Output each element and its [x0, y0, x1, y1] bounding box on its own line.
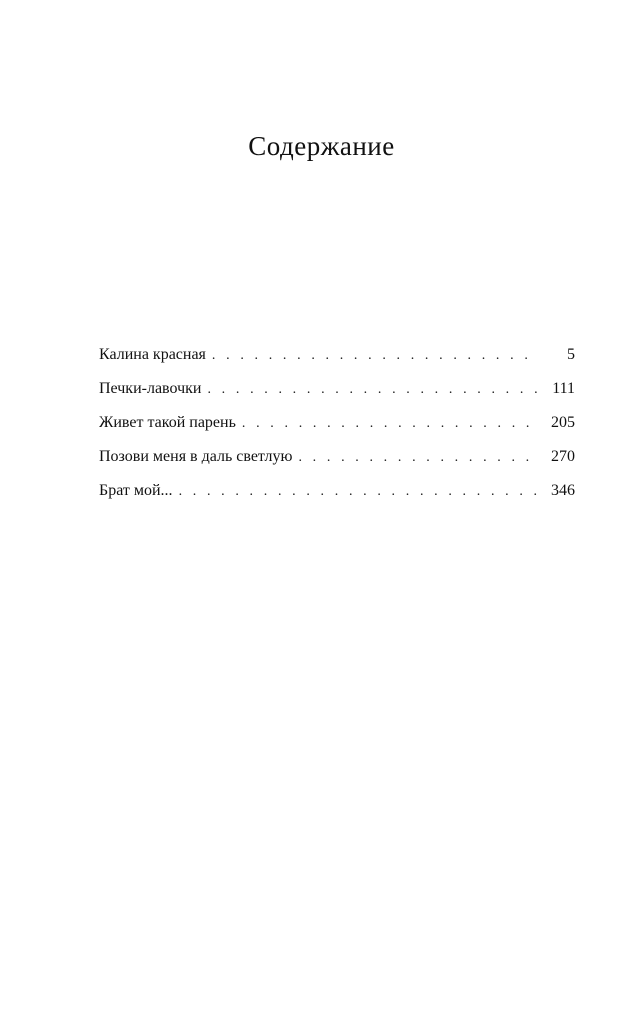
toc-entry-page: 205 — [551, 414, 575, 431]
toc-entry-title: Брат мой... — [99, 482, 173, 499]
toc-entry — [99, 345, 575, 379]
dot-leader — [242, 414, 537, 434]
toc-entry — [99, 447, 575, 481]
toc-entry-page: 111 — [552, 380, 575, 397]
dot-leader — [207, 380, 537, 400]
toc-entry — [99, 413, 575, 447]
toc-entry-page: 270 — [551, 448, 575, 465]
toc-entry — [99, 481, 575, 515]
toc-entry-page: 346 — [551, 482, 575, 499]
toc-entry — [99, 379, 575, 413]
dot-leader — [212, 346, 537, 366]
toc-entry-page: 5 — [567, 346, 575, 363]
toc-entry-title: Калина красная — [99, 346, 206, 363]
page-title: Содержание — [248, 131, 395, 161]
toc-entry-title: Позови меня в даль светлую — [99, 448, 293, 465]
dot-leader — [298, 448, 537, 468]
toc-entry-title: Живет такой парень — [99, 414, 236, 431]
table-of-contents — [99, 345, 575, 515]
dot-leader — [179, 482, 537, 502]
toc-entry-title: Печки-лавочки — [99, 380, 202, 397]
